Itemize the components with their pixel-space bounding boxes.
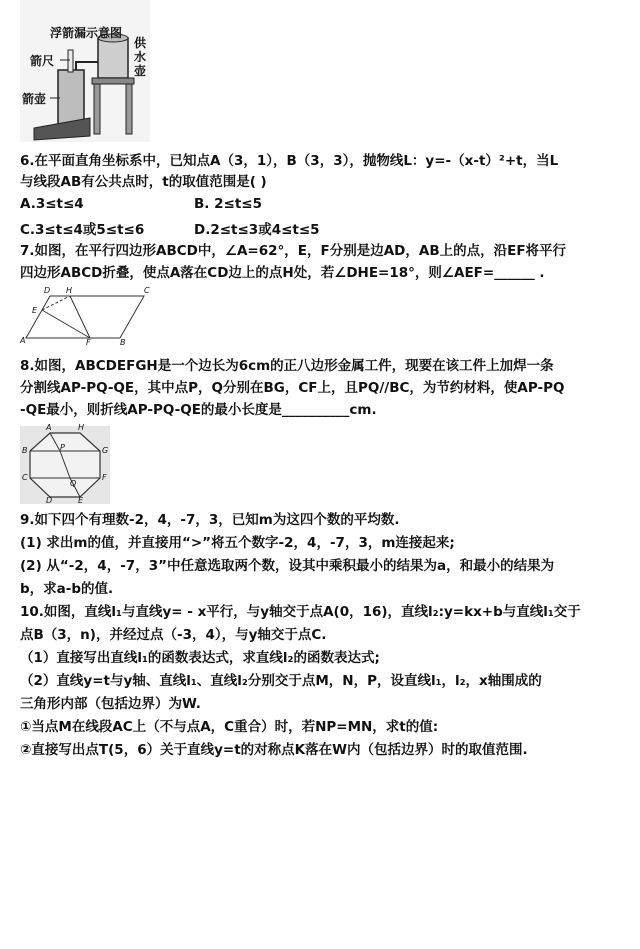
float-arrow-clepsydra-figure: [20, 0, 150, 142]
q10-line5: 三角形内部（包括边界）为W.: [20, 696, 201, 712]
q8-label-f: F: [102, 473, 107, 482]
q7-label-c: C: [144, 286, 150, 295]
q8-line2: 分割线AP-PQ-QE，其中点P，Q分别在BG，CF上，且PQ//BC，为节约材料，使AP-PQ: [20, 380, 565, 396]
q7-label-h: H: [66, 286, 73, 295]
clepsydra-title: 浮箭漏示意图: [50, 26, 123, 40]
q8-label-h: H: [78, 423, 85, 432]
clepsydra-drawing: [20, 0, 150, 142]
q8-label-q: Q: [70, 479, 77, 488]
q9-line1: 9.如下四个有理数-2，4，-7，3，已知m为这四个数的平均数.: [20, 512, 400, 528]
q10-line2: 点B（3，n)，并经过点（-3，4），与y轴交于点C.: [20, 627, 327, 643]
q7-line2: 四边形ABCD折叠，使点A落在CD边上的点H处，若∠DHE=18°，则∠AEF=______ .: [20, 265, 545, 281]
q8-label-c: C: [22, 473, 28, 482]
q7-label-a: A: [20, 336, 26, 345]
parallelogram-figure: [20, 288, 150, 348]
q9-line4: b，求a-b的值.: [20, 581, 114, 597]
q9-line3: (2) 从“-2，4，-7，3”中任意选取两个数，设其中乘积最小的结果为a，和最小的结果为: [20, 558, 555, 574]
q6-option-b: B. 2≤t≤5: [194, 196, 262, 212]
q8-label-a: A: [46, 423, 52, 432]
q10-line6: ①当点M在线段AC上（不与点A，C重合）时，若NP=MN，求t的值:: [20, 719, 439, 735]
q10-line7: ②直接写出点T(5，6）关于直线y=t的对称点K落在W内（包括边界）时的取值范围.: [20, 742, 528, 758]
q9-line2: (1) 求出m的值，并直接用“>”将五个数字-2，4，-7，3，m连接起来;: [20, 535, 455, 551]
q7-label-d: D: [44, 286, 51, 295]
q7-label-b: B: [120, 338, 126, 347]
clepsydra-label-pot: 箭壶: [22, 92, 47, 106]
q7-label-e: E: [32, 306, 38, 315]
q7-line1: 7.如图，在平行四边形ABCD中，∠A=62°，E，F分别是边AD，AB上的点，沿EF将平行: [20, 243, 567, 259]
clepsydra-label-supply-2: 水: [134, 50, 147, 64]
q6-line2: 与线段AB有公共点时，t的取值范围是( ): [20, 174, 267, 190]
q8-line3: -QE最小，则折线AP-PQ-QE的最小长度是__________cm.: [20, 402, 377, 418]
octagon-figure: [20, 423, 110, 505]
q10-line3: （1）直接写出直线l₁的函数表达式，求直线l₂的函数表达式;: [20, 650, 380, 666]
q6-option-d: D.2≤t≤3或4≤t≤5: [194, 222, 320, 238]
q8-label-e: E: [78, 496, 84, 505]
parallelogram-drawing: [20, 288, 150, 348]
q10-line1: 10.如图，直线l₁与直线y= - x平行，与y轴交于点A(0，16)，直线l₂:y=kx+b与直线l₁交于: [20, 604, 581, 620]
q8-label-g: G: [102, 446, 109, 455]
clepsydra-label-supply-3: 壶: [134, 64, 147, 78]
q6-line1: 6.在平面直角坐标系中，已知点A（3，1），B（3，3），抛物线L：y=-（x-t）²+t，当L: [20, 153, 559, 169]
q8-label-d: D: [46, 496, 53, 505]
clepsydra-label-supply-1: 供: [134, 36, 147, 50]
q8-line1: 8.如图，ABCDEFGH是一个边长为6cm的正八边形金属工件，现要在该工件上加焊一条: [20, 358, 554, 374]
clepsydra-label-ruler: 箭尺: [30, 54, 55, 68]
q6-option-a: A.3≤t≤4: [20, 196, 84, 212]
octagon-drawing: [20, 426, 110, 504]
q7-label-f: F: [86, 338, 91, 347]
q8-label-p: P: [60, 443, 65, 452]
q10-line4: （2）直线y=t与y轴、直线l₁、直线l₂分别交于点M，N，P，设直线l₁，l₂，x轴围成的: [20, 673, 542, 689]
q8-label-b: B: [22, 446, 28, 455]
q6-option-c: C.3≤t≤4或5≤t≤6: [20, 222, 145, 238]
